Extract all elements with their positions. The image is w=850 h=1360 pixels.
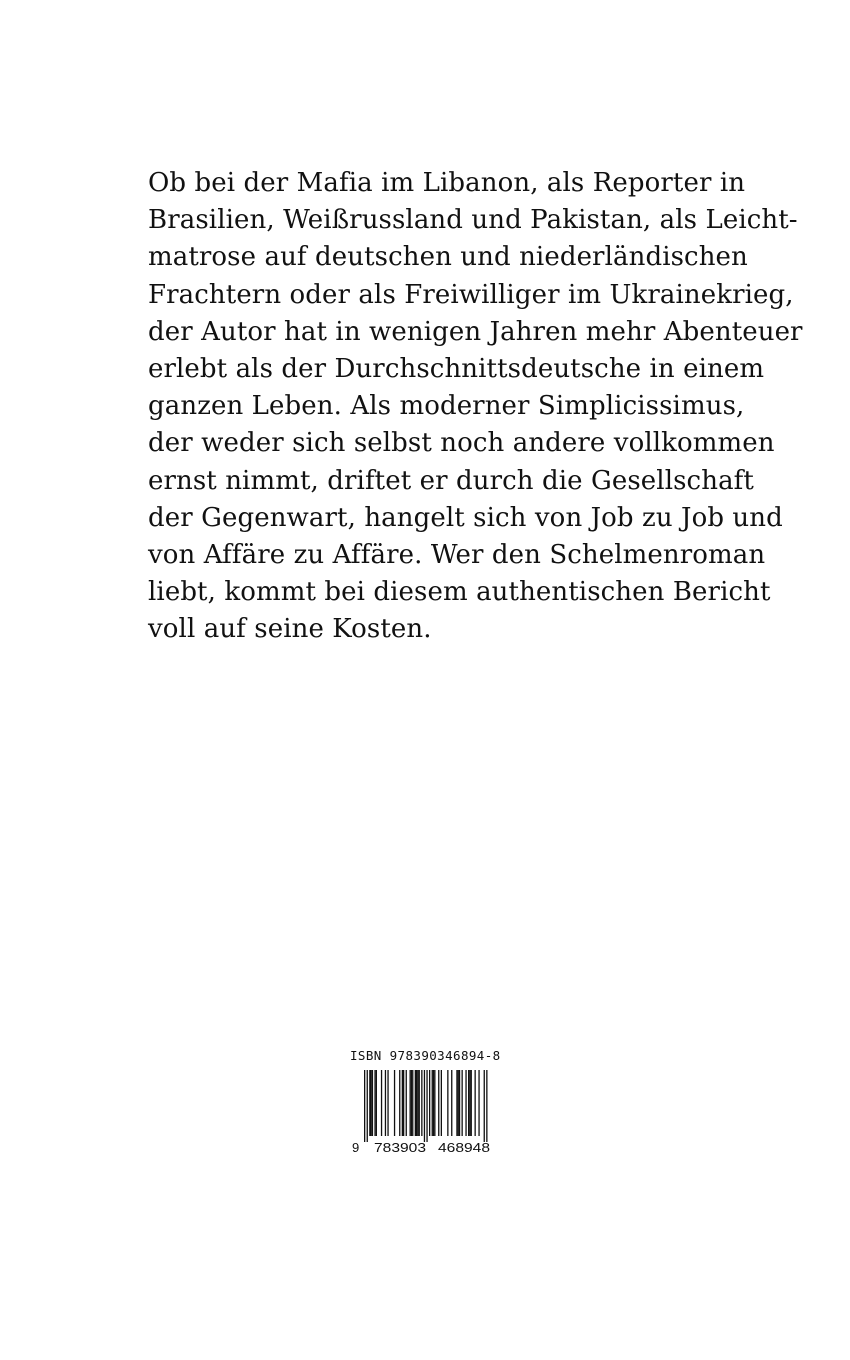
barcode-bar — [387, 1070, 388, 1136]
barcode-bars — [364, 1070, 488, 1142]
barcode-bar — [381, 1070, 382, 1136]
barcode-first-digit: 9 — [352, 1140, 360, 1155]
barcode-bar — [403, 1070, 404, 1136]
barcode-bar — [438, 1070, 439, 1136]
barcode-bar — [468, 1070, 469, 1136]
barcode-left-digits: 783903 — [374, 1140, 426, 1155]
barcode-bar — [426, 1070, 427, 1142]
blurb-line: ernst nimmt, driftet er durch die Gesellschaft — [148, 465, 754, 496]
blurb-line: der Gegenwart, hangelt sich von Job zu Job und — [148, 502, 783, 533]
barcode-bar — [441, 1070, 442, 1136]
blurb-line: Ob bei der Mafia im Libanon, als Reporter in — [148, 168, 746, 198]
barcode-bar — [369, 1070, 370, 1136]
barcode-bar — [399, 1070, 400, 1136]
blurb-line: erlebt als der Durchschnittsdeutsche in einem — [148, 353, 765, 384]
barcode-bar — [434, 1070, 435, 1136]
barcode-bar — [364, 1070, 365, 1142]
barcode-bar — [367, 1070, 368, 1142]
barcode-bar — [372, 1070, 373, 1136]
blurb-line: ganzen Leben. Als moderner Simplicissimus, — [148, 391, 745, 422]
barcode-bar — [371, 1070, 372, 1136]
barcode-bar — [385, 1070, 386, 1136]
barcode-bar — [469, 1070, 470, 1136]
barcode-bar — [421, 1070, 422, 1136]
barcode-bar — [432, 1070, 433, 1136]
barcode-bar — [394, 1070, 395, 1136]
barcode-bar — [416, 1070, 417, 1136]
blurb-line: matrose auf deutschen und niederländischen — [148, 242, 748, 273]
barcode-bar — [465, 1070, 466, 1136]
blurb-line: liebt, kommt bei diesem authentischen Bericht — [148, 577, 771, 608]
barcode-bar — [456, 1070, 457, 1136]
back-cover-blurb — [148, 165, 803, 648]
barcode-bar — [415, 1070, 416, 1136]
barcode-bar — [410, 1070, 411, 1136]
barcode-bar — [462, 1070, 463, 1136]
barcode — [350, 1070, 500, 1156]
blurb-line: von Affäre zu Affäre. Wer den Schelmenroman — [148, 539, 766, 570]
barcode-bar — [471, 1070, 472, 1136]
barcode-bar — [406, 1070, 407, 1136]
barcode-bar — [412, 1070, 413, 1136]
blurb-line: Frachtern oder als Freiwilliger im Ukrainekrieg, — [148, 279, 794, 310]
barcode-bar — [486, 1070, 487, 1142]
barcode-bar — [478, 1070, 479, 1136]
barcode-bar — [484, 1070, 485, 1142]
barcode-bar — [424, 1070, 425, 1142]
isbn-label: ISBN 978390346894-8 — [350, 1048, 501, 1063]
barcode-bar — [433, 1070, 434, 1136]
barcode-bar — [376, 1070, 377, 1136]
barcode-bar — [458, 1070, 459, 1136]
isbn-barcode-block — [350, 1048, 500, 1158]
barcode-bar — [417, 1070, 418, 1136]
blurb-line: der Autor hat in wenigen Jahren mehr Abenteuer — [148, 316, 803, 347]
barcode-bar — [411, 1070, 412, 1136]
barcode-bar — [402, 1070, 403, 1136]
barcode-bar — [475, 1070, 476, 1136]
barcode-bar — [374, 1070, 375, 1136]
barcode-bar — [451, 1070, 452, 1136]
blurb-line: der weder sich selbst noch andere vollkommen — [148, 428, 775, 459]
blurb-line: Brasilien, Weißrussland und Pakistan, als Leicht- — [148, 205, 798, 236]
blurb-line-last: voll auf seine Kosten. — [148, 614, 432, 645]
barcode-bar — [419, 1070, 420, 1136]
barcode-right-digits: 468948 — [438, 1140, 490, 1155]
barcode-bar — [429, 1070, 430, 1136]
barcode-bar — [459, 1070, 460, 1136]
barcode-bar — [447, 1070, 448, 1136]
